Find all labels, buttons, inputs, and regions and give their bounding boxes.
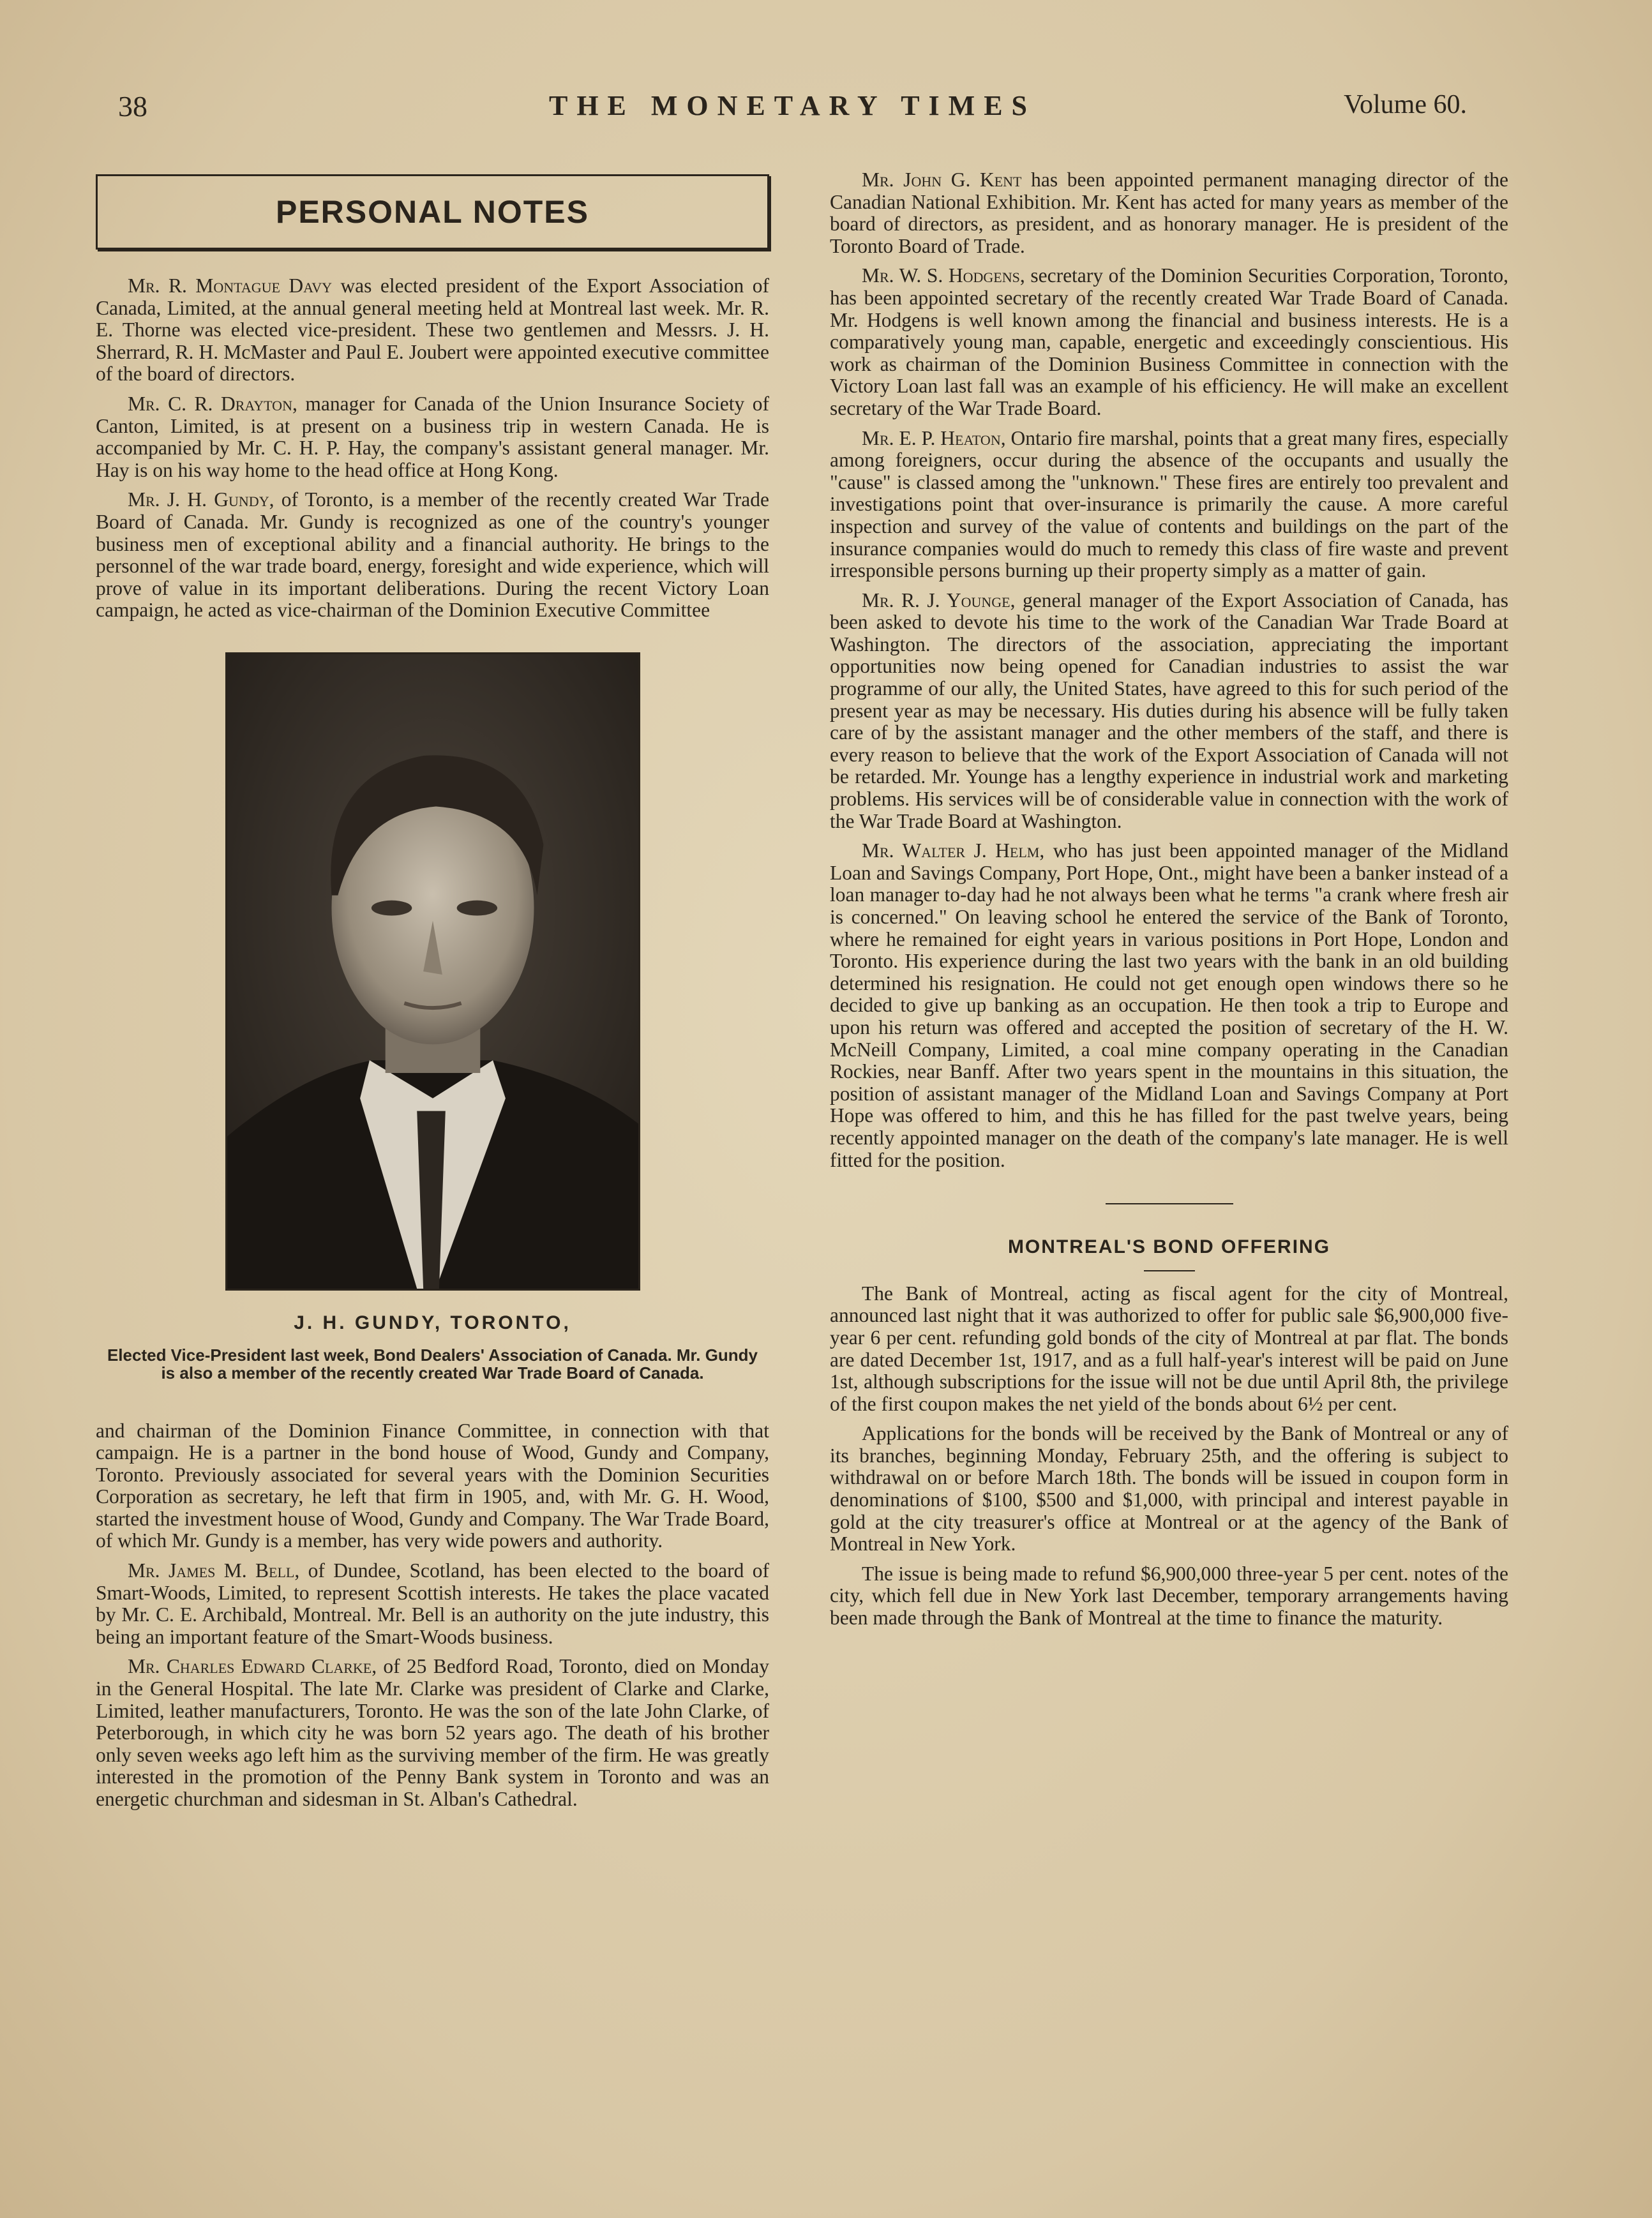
volume-label: Volume 60. [1344,90,1467,119]
portrait-photo [225,652,640,1291]
note-paragraph [830,840,1508,1171]
note-text: of 25 Bedford Road, Toronto, died on Monday in the General Hospital. The late Mr. Clarke was president of Clarke and Clarke, Limited, leather manufacturers, Toronto. He was the son of the late John Clarke, of Peterborough, in which city he was born 52 years ago. The death of his brother only seven weeks ago left him as the surviving member of the firm. He was greatly interested in the promotion of the Penny Bank system in Toronto and was an energetic churchman and sidesman in St. Alban's Cathedral. [96,1655,770,1810]
note-name: Mr. John G. Kent [862,169,1022,191]
left-column [96,169,769,1818]
note-name: Mr. C. R. Drayton, [128,392,297,415]
section-title-box [96,174,769,250]
section-divider [1106,1203,1233,1204]
section-title: PERSONAL NOTES [275,193,590,230]
portrait-image [227,654,638,1289]
caption-text: Elected Vice-President last week, Bond Dealers' Association of Canada. Mr. Gundy is also a member of the recently created War Trade Board of Canada. [107,1345,758,1383]
note-name: Mr. Charles Edward Clarke, [128,1655,377,1678]
masthead: THE MONETARY TIMES [548,90,1037,121]
note-name: Mr. J. H. Gundy, [128,488,274,511]
note-text: secretary of the Dominion Securities Corporation, Toronto, has been appointed secretary of the recently created War Trade Board of Canada. Mr. Hodgens is well known among the financial and business interests. He is a comparatively young man, capable, energetic and exceedingly conscientious. His work as chairman of the Dominion Business Committee in connection with the Victory Loan last fall was an example of his efficiency. He will make an excellent secretary of the War Trade Board. [830,264,1509,419]
bond-paragraph: The issue is being made to refund $6,900,000 three-year 5 per cent. notes of the city, which fell due in New York last December, temporary arrangements having been made through the Bank of Montreal at the time to finance the maturity. [830,1562,1508,1630]
note-name: Mr. James M. Bell, [128,1559,300,1582]
note-paragraph [830,169,1508,257]
note-name: Mr. E. P. Heaton, [862,426,1006,449]
note-text: manager for Canada of the Union Insurance Society of Canton, Limited, is at present on a business trip in western Canada. He is accompanied by Mr. C. H. P. Hay, the company's assistant general manager. Mr. Hay is on his way home to the head office at Hong Kong. [96,392,770,481]
portrait-caption [96,1312,769,1382]
note-paragraph [830,590,1508,833]
note-text: Ontario fire marshal, points that a great many fires, especially among foreigners, occur during the absence of the occupants and usually the "cause" is classed among the "unknown." These fires are entirely too prevalent and investigations point that over-insurance is primarily the cause. A more careful inspection and survey of the value of contents and buildings on the part of the insurance companies would do much to remedy this class of fire waste and prevent irresponsible persons burning up their property simply as a matter of gain. [830,426,1509,582]
note-text: was elected president of the Export Association of Canada, Limited, at the annual general meeting held at Montreal last week. Mr. R. E. Thorne was elected vice-president. These two gentlemen and Messrs. J. H. Sherrard, R. H. McMaster and Paul E. Joubert were appointed executive committee of the board of directors. [96,274,769,386]
note-paragraph [96,1420,769,1553]
note-text: general manager of the Export Association of Canada, has been asked to devote his time to the work of the Canadian War Trade Board at Washington. The directors of the association, appreciating the important opportunities now being opened for Canadian industries to assist the war programme of our ally, the United States, have agreed to this for such period of the present year as may be necessary. His duties during his absence will be fully taken care of by the assistant manager and the other members of the staff, and there is every reason to believe that the work of the Export Association of Canada will not be retarded. Mr. Younge has a lengthy experience in industrial work and marketing problems. His services will be of considerable value in connection with the work of the War Trade Board at Washington. [830,588,1508,832]
title-underline [1144,1270,1195,1271]
note-text: of Toronto, is a member of the recently created War Trade Board of Canada. Mr. Gundy is recognized as one of the country's younger business men of exceptional ability and a financial authority. He brings to the personnel of the war trade board, energy, foresight and wide experience, which will prove of value in its important deliberations. During the recent Victory Loan campaign, he acted as vice-chairman of the Dominion Executive Committee [96,488,770,622]
left-column-continued [96,1420,769,1811]
right-column [830,169,1508,1637]
note-paragraph [96,1560,769,1648]
note-name: Mr. R. Montague Davy [128,274,332,297]
page-header [118,89,1467,128]
note-paragraph [96,489,769,622]
note-paragraph [830,265,1508,419]
caption-name: J. H. GUNDY, TORONTO, [294,1312,571,1333]
note-paragraph [96,1656,769,1810]
note-text: and chairman of the Dominion Finance Committee, in connection with that campaign. He is a partner in the bond house of Wood, Gundy and Company, Toronto. Previously associated for several years with the Dominion Securities Corporation as secretary, he left that firm in 1905, and, with Mr. G. H. Wood, started the investment house of Wood, Gundy and Company. The War Trade Board, of which Mr. Gundy is a member, has very wide powers and authority. [96,1419,769,1552]
note-name: Mr. R. J. Younge, [862,588,1016,611]
note-paragraph [96,393,769,481]
bond-paragraph: Applications for the bonds will be received by the Bank of Montreal or any of its branches, beginning Monday, February 25th, and the offering is subject to withdrawal on or before March 18th. The bonds will be issued in coupon form in denominations of $100, $500 and $1,000, with principal and interest payable in gold at the city treasurer's office at Montreal or at the agency of the Bank of Montreal in New York. [830,1422,1508,1555]
note-text: has been appointed permanent managing director of the Canadian National Exhibition. Mr. Kent has acted for many years as member of the board of directors, as president, and as honorary manager. He is president of the Toronto Board of Trade. [830,169,1508,257]
note-paragraph [830,428,1508,582]
bond-paragraph: The Bank of Montreal, acting as fiscal agent for the city of Montreal, announced last night that it was authorized to offer for public sale $6,900,000 five-year 6 per cent. refunding gold bonds of the city of Montreal at par flat. The bonds are dated December 1st, 1917, and as a full half-year's interest will be paid on June 1st, although subscriptions for the issue will not be due until April 8th, the privilege of the first coupon makes the net yield of the bonds about 6½ per cent. [830,1282,1508,1415]
page-number: 38 [118,90,147,123]
portrait-figure [96,652,769,1291]
note-name: Mr. W. S. Hodgens, [862,264,1025,287]
note-paragraph [96,275,769,386]
note-text: who has just been appointed manager of the Midland Loan and Savings Company, Port Hope, Ont., might have been a banker instead of a loan manager to-day had he not always been what he terms "a crank where fresh air is concerned." On leaving school he entered the service of the Bank of Toronto, where he remained for eight years in various positions in Port Hope, London and Toronto. His experience during the last two years with the bank in an old building determined his resignation. He could not get enough open windows there so he decided to give up banking as an occupation. He then took a trip to Europe and upon his return was offered and accepted the position of secretary of the H. W. McNeill Company, Limited, a coal mine company operating in the Canadian Rockies, near Banff. After two years spent in the mountains in this situation, the position of assistant manager of the Midland Loan and Savings Company at Port Hope was offered to him, and this he has filled for the past twelve years, being recently appointed manager on the death of the company's late manager. He is well fitted for the position. [830,839,1508,1171]
note-text: of Dundee, Scotland, has been elected to the board of Smart-Woods, Limited, to represent Scottish interests. He takes the place vacated by Mr. C. E. Archibald, Montreal. Mr. Bell is an authority on the jute industry, this being an important feature of the Smart-Woods business. [96,1559,770,1648]
bond-offering-title: MONTREAL'S BOND OFFERING [1007,1236,1331,1258]
note-name: Mr. Walter J. Helm, [862,839,1045,862]
